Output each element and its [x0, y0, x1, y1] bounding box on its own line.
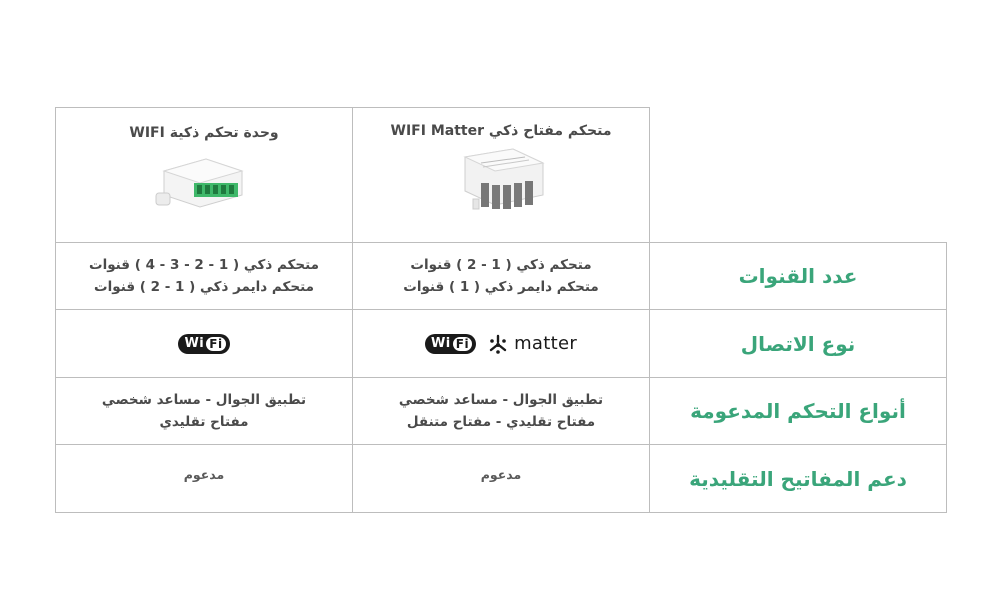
cell-text: متحكم ذكي ( 1 - 2 - 3 - 4 ) قنوات [89, 257, 319, 273]
cell-text: متحكم دايمر ذكي ( 1 - 2 ) قنوات [94, 279, 314, 295]
row-label-channels [650, 243, 946, 309]
cell-text: متحكم ذكي ( 1 - 2 ) قنوات [410, 257, 592, 273]
matter-logo [488, 333, 577, 354]
cell-text: مدعوم [183, 467, 225, 482]
cell-channels-matter [353, 243, 649, 309]
cell-support-matter [353, 445, 649, 512]
cell-text: تطبيق الجوال - مساعد شخصي [101, 392, 307, 408]
grid-line [946, 242, 947, 513]
cell-control-matter [353, 378, 649, 444]
header-cell-matter-switch [353, 108, 649, 242]
connection-logos [425, 333, 577, 354]
wifi-logo-fi: Fi [206, 337, 225, 351]
cell-channels-wifi [56, 243, 352, 309]
row-label-control-types [650, 378, 946, 444]
cell-control-wifi [56, 378, 352, 444]
cell-text: مدعوم [480, 467, 522, 482]
row-label-text: أنواع التحكم المدعومة [690, 399, 906, 423]
wifi-logo-icon [425, 334, 476, 354]
wifi-logo-fi: Fi [453, 337, 472, 351]
matter-icon [488, 334, 508, 354]
cell-connection-wifi [56, 310, 352, 377]
row-label-connection [650, 310, 946, 377]
cell-text: مفتاح تقليدي - مفتاح متنقل [406, 414, 596, 430]
cell-support-wifi [56, 445, 352, 512]
row-label-traditional-support [650, 445, 946, 512]
cell-connection-matter [353, 310, 649, 377]
wifi-logo-text: Wi [184, 336, 205, 351]
cell-text: تطبيق الجوال - مساعد شخصي [398, 392, 604, 408]
wifi-module-image [154, 149, 254, 225]
header-cell-wifi-module [56, 108, 352, 242]
column-title: متحكم مفتاح ذكي WIFI Matter [390, 123, 612, 139]
grid-line [55, 512, 947, 513]
row-label-text: دعم المفاتيح التقليدية [689, 466, 907, 491]
cell-text: متحكم دايمر ذكي ( 1 ) قنوات [403, 279, 599, 295]
row-label-text: عدد القنوات [738, 264, 858, 288]
wifi-logo-text: Wi [430, 336, 451, 351]
cell-text: مفتاح تقليدي [159, 414, 249, 430]
column-title: وحدة تحكم ذكية WIFI [129, 125, 279, 141]
matter-logo-text: matter [514, 333, 578, 354]
row-label-text: نوع الاتصال [740, 331, 856, 356]
matter-switch-module-image [451, 147, 551, 227]
wifi-logo-icon [178, 334, 229, 354]
